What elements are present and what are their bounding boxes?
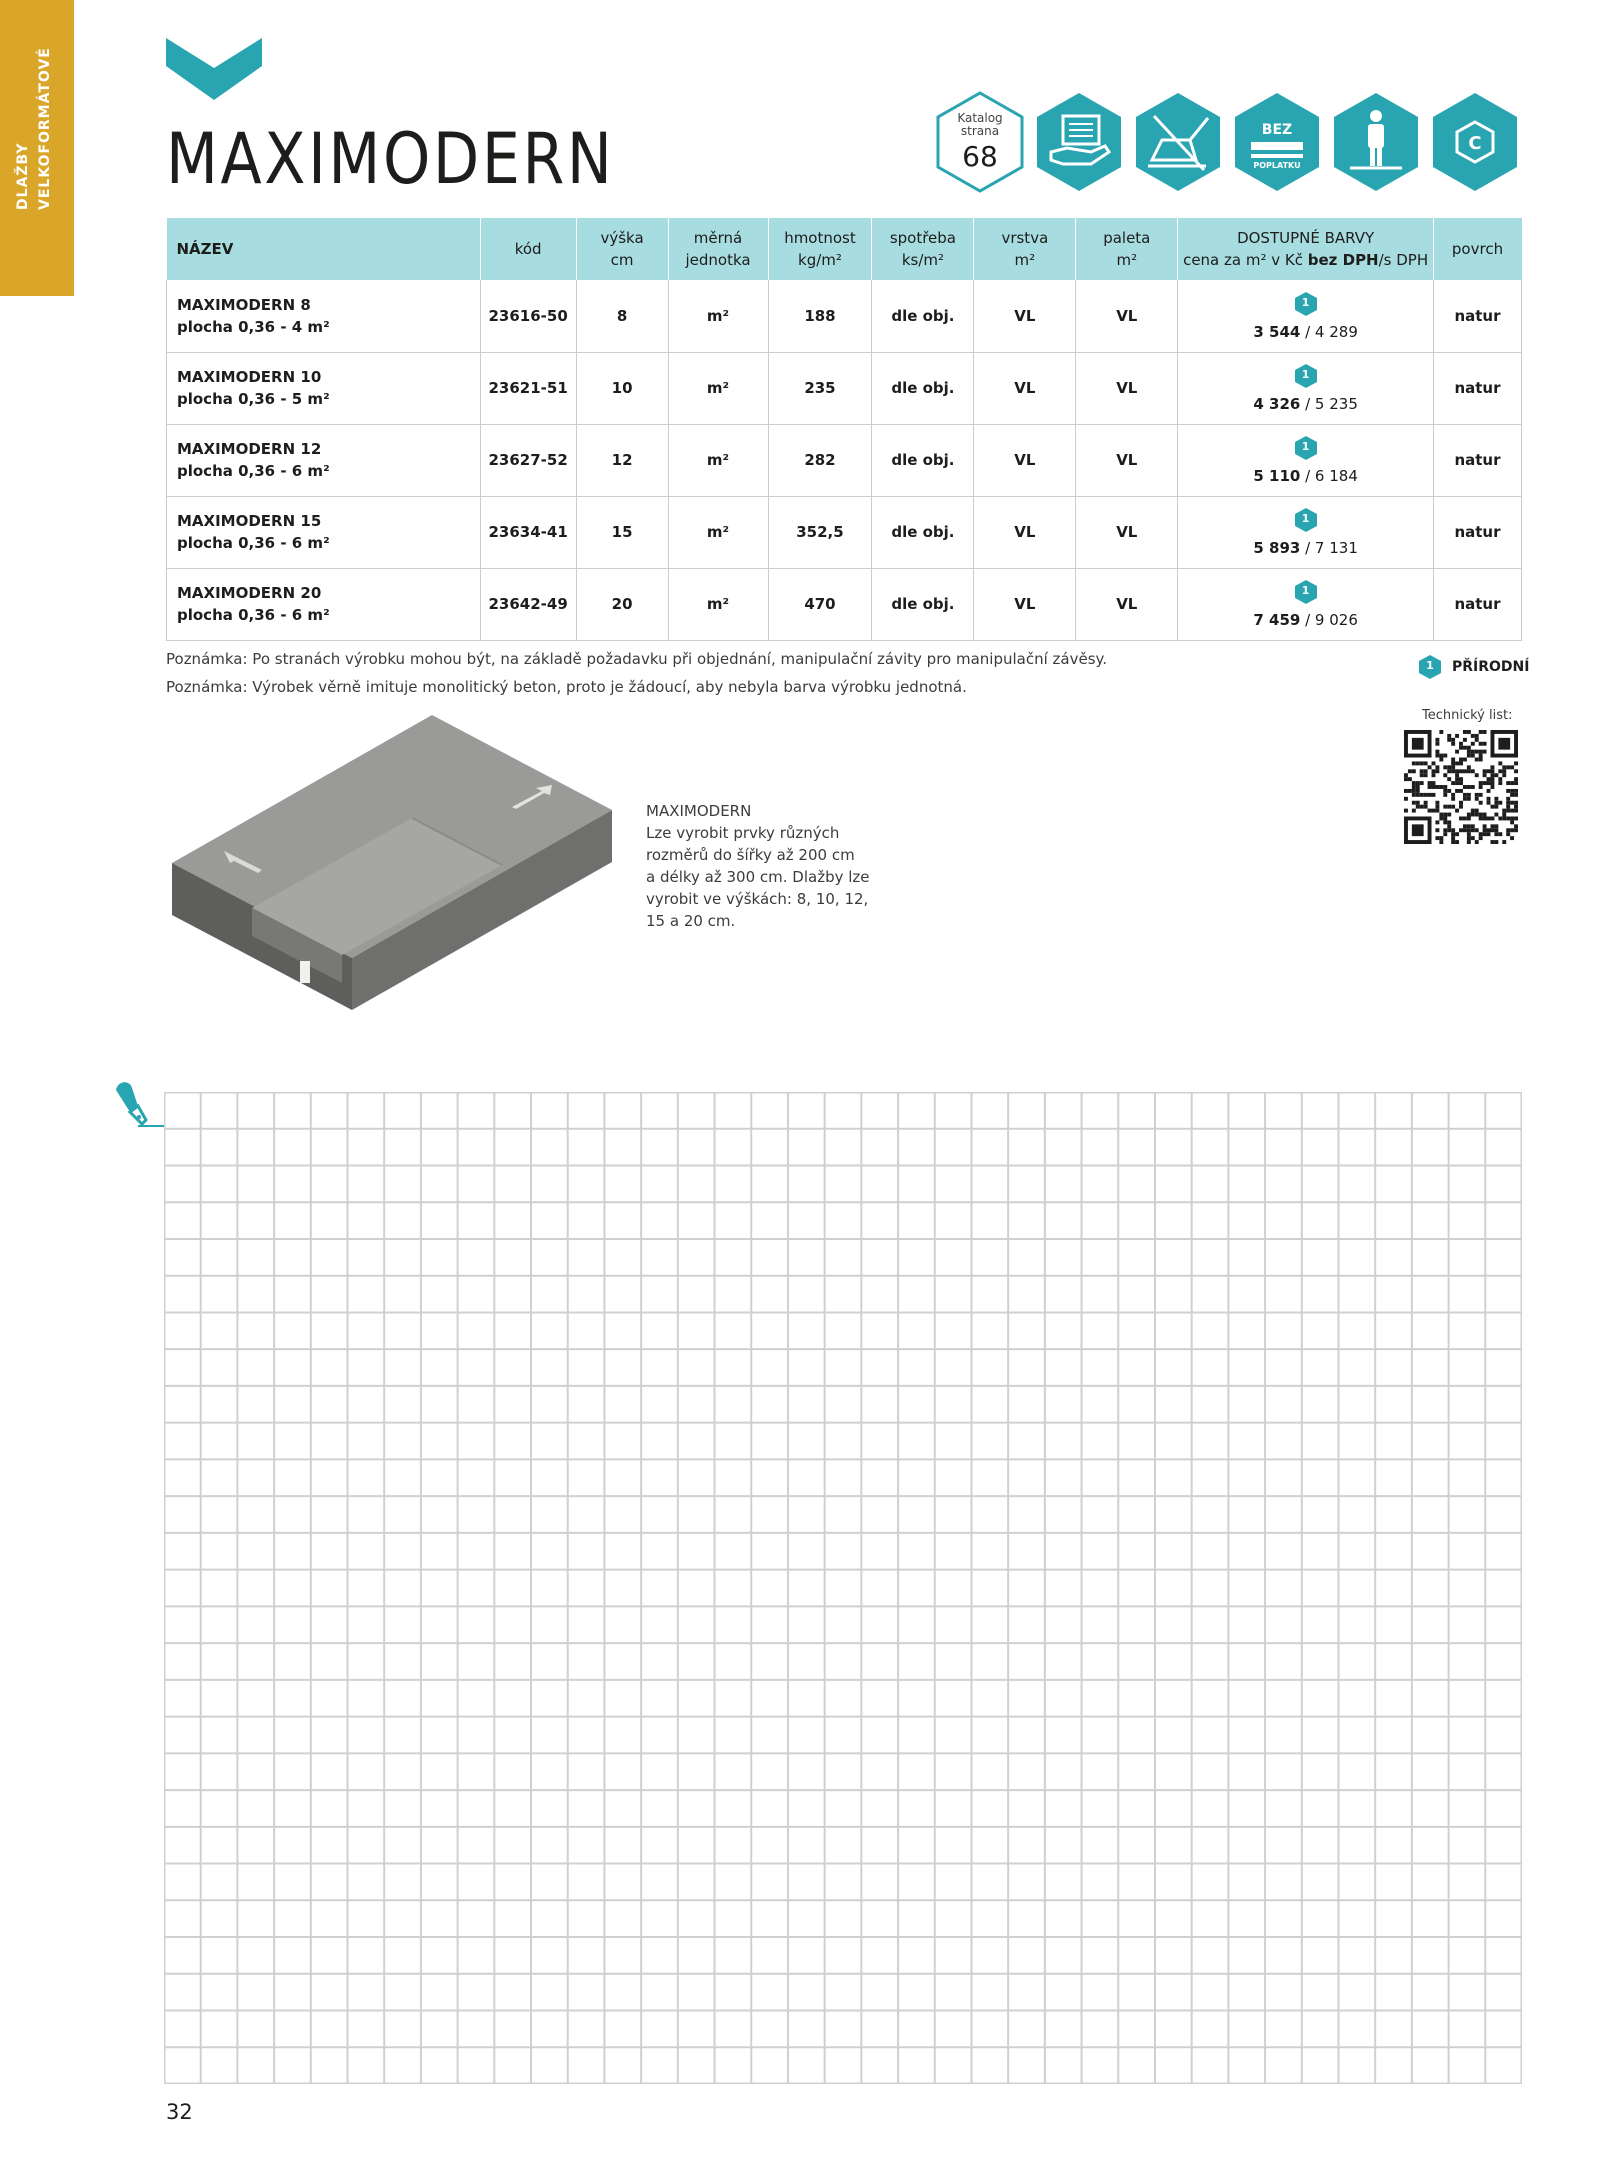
cell-unit: m² xyxy=(668,496,768,568)
cell-height: 12 xyxy=(576,424,668,496)
description-line: 15 a 20 cm. xyxy=(646,912,736,930)
handling-icon xyxy=(1033,90,1125,194)
cell-code: 23627-52 xyxy=(480,424,576,496)
table-row xyxy=(167,496,1522,568)
cell-code: 23621-51 xyxy=(480,352,576,424)
cell-surface: natur xyxy=(1433,352,1521,424)
no-fee-top-text: BEZ xyxy=(1261,122,1293,138)
section-tab-line1: DLAŽBY xyxy=(15,142,31,210)
cell-usage: dle obj. xyxy=(872,568,974,640)
cell-unit: m² xyxy=(668,424,768,496)
cell-name: MAXIMODERN 8 plocha 0,36 - 4 m² xyxy=(167,280,481,352)
cell-name: MAXIMODERN 20 plocha 0,36 - 6 m² xyxy=(167,568,481,640)
legend-hex-icon: 1 xyxy=(1418,654,1442,680)
color-natural-icon: 1 xyxy=(1294,507,1318,533)
cell-surface: natur xyxy=(1433,568,1521,640)
cell-name: MAXIMODERN 12 plocha 0,36 - 6 m² xyxy=(167,424,481,496)
description-line: rozměrů do šířky až 200 cm xyxy=(646,846,855,864)
cell-name: MAXIMODERN 10 plocha 0,36 - 5 m² xyxy=(167,352,481,424)
cell-code: 23634-41 xyxy=(480,496,576,568)
cell-weight: 188 xyxy=(768,280,872,352)
cell-weight: 282 xyxy=(768,424,872,496)
col-header-layer: vrstva m² xyxy=(974,218,1076,280)
cell-colors: 1 4 326 / 5 235 xyxy=(1178,352,1434,424)
cell-height: 10 xyxy=(576,352,668,424)
table-row xyxy=(167,424,1522,496)
class-c-icon xyxy=(1429,90,1521,194)
catalog-label-line2: strana xyxy=(960,124,1000,138)
no-fee-pallet-icon xyxy=(1231,90,1323,194)
col-header-unit: měrná jednotka xyxy=(668,218,768,280)
description-line: vyrobit ve výškách: 8, 10, 12, xyxy=(646,890,869,908)
table-row xyxy=(167,352,1522,424)
color-natural-icon: 1 xyxy=(1294,579,1318,605)
cell-unit: m² xyxy=(668,352,768,424)
cell-code: 23642-49 xyxy=(480,568,576,640)
cell-layer: VL xyxy=(974,424,1076,496)
col-header-name: NÁZEV xyxy=(167,218,481,280)
cell-usage: dle obj. xyxy=(872,352,974,424)
page-number: 32 xyxy=(166,2100,193,2124)
col-header-height: výška cm xyxy=(576,218,668,280)
cell-unit: m² xyxy=(668,568,768,640)
col-header-usage: spotřeba ks/m² xyxy=(872,218,974,280)
compactor-icon xyxy=(1132,90,1224,194)
class-letter: C xyxy=(1468,133,1482,154)
catalog-label-line1: Katalog xyxy=(957,111,1003,125)
product-image xyxy=(172,715,612,1010)
cell-name: MAXIMODERN 15 plocha 0,36 - 6 m² xyxy=(167,496,481,568)
cell-weight: 352,5 xyxy=(768,496,872,568)
no-fee-bottom-text: POPLATKU xyxy=(1253,161,1301,170)
cell-pallet: VL xyxy=(1076,496,1178,568)
section-tab-label xyxy=(12,47,56,210)
cell-colors: 1 5 110 / 6 184 xyxy=(1178,424,1434,496)
cell-layer: VL xyxy=(974,496,1076,568)
cell-pallet: VL xyxy=(1076,424,1178,496)
cell-weight: 470 xyxy=(768,568,872,640)
color-natural-icon: 1 xyxy=(1294,363,1318,389)
color-natural-icon: 1 xyxy=(1294,291,1318,317)
cell-surface: natur xyxy=(1433,496,1521,568)
cell-surface: natur xyxy=(1433,280,1521,352)
catalog-label xyxy=(934,112,1026,138)
cell-height: 8 xyxy=(576,280,668,352)
legend-label: PŘÍRODNÍ xyxy=(1452,659,1530,675)
description-line: a délky až 300 cm. Dlažby lze xyxy=(646,868,870,886)
col-header-code: kód xyxy=(480,218,576,280)
note-1: Poznámka: Po stranách výrobku mohou být, na základě požadavku při objednání, manipulační závity pro manipulační závěsy. xyxy=(166,650,1108,668)
cell-layer: VL xyxy=(974,352,1076,424)
cell-pallet: VL xyxy=(1076,568,1178,640)
table-header-row xyxy=(167,218,1522,280)
product-description xyxy=(646,800,886,932)
page-title: MAXIMODERN xyxy=(166,118,615,200)
tech-sheet-label: Technický list: xyxy=(1422,708,1513,723)
cell-usage: dle obj. xyxy=(872,424,974,496)
cell-pallet: VL xyxy=(1076,280,1178,352)
cell-usage: dle obj. xyxy=(872,496,974,568)
cell-layer: VL xyxy=(974,280,1076,352)
catalog-page-number: 68 xyxy=(962,140,998,173)
product-table xyxy=(166,218,1522,641)
cell-unit: m² xyxy=(668,280,768,352)
cell-height: 15 xyxy=(576,496,668,568)
col-header-pallet: paleta m² xyxy=(1076,218,1178,280)
col-header-colors: DOSTUPNÉ BARVY cena za m² v Kč bez DPH/s DPH xyxy=(1178,218,1434,280)
qr-code-icon[interactable] xyxy=(1404,730,1518,844)
section-tab xyxy=(0,0,74,296)
cell-colors: 1 3 544 / 4 289 xyxy=(1178,280,1434,352)
col-header-weight: hmotnost kg/m² xyxy=(768,218,872,280)
feature-badges xyxy=(934,90,1524,202)
cell-code: 23616-50 xyxy=(480,280,576,352)
cell-layer: VL xyxy=(974,568,1076,640)
cell-colors: 1 5 893 / 7 131 xyxy=(1178,496,1434,568)
table-row xyxy=(167,280,1522,352)
cell-usage: dle obj. xyxy=(872,280,974,352)
pen-icon xyxy=(108,1076,166,1134)
color-natural-icon: 1 xyxy=(1294,435,1318,461)
description-line: Lze vyrobit prvky různých xyxy=(646,824,840,842)
cell-pallet: VL xyxy=(1076,352,1178,424)
notes-grid xyxy=(164,1092,1522,2084)
description-title: MAXIMODERN xyxy=(646,802,752,820)
person-height-icon xyxy=(1330,90,1422,194)
catalog-page-badge xyxy=(934,90,1026,194)
chevron-logo-icon xyxy=(166,38,262,100)
table-row xyxy=(167,568,1522,640)
cell-weight: 235 xyxy=(768,352,872,424)
cell-surface: natur xyxy=(1433,424,1521,496)
cell-colors: 1 7 459 / 9 026 xyxy=(1178,568,1434,640)
col-header-surface: povrch xyxy=(1433,218,1521,280)
section-tab-line2: VELKOFORMÁTOVÉ xyxy=(37,47,53,210)
cell-height: 20 xyxy=(576,568,668,640)
note-2: Poznámka: Výrobek věrně imituje monolitický beton, proto je žádoucí, aby nebyla barva výrobku jednotná. xyxy=(166,678,967,696)
